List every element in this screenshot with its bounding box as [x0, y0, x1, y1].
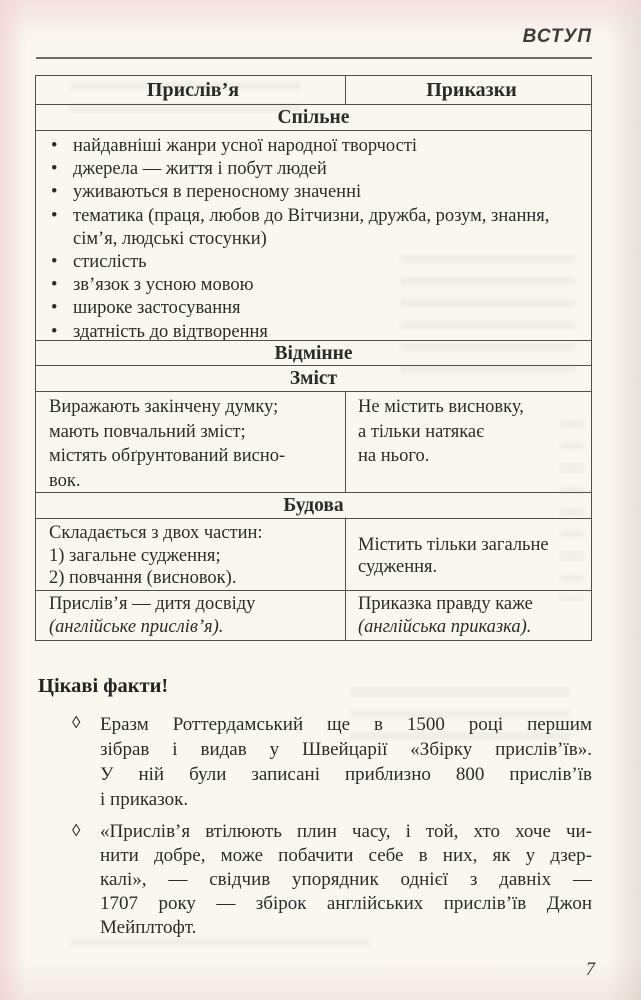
column-header-proverbs: Прислів’я — [36, 76, 346, 104]
fact-text-line: Еразм Роттердамський ще в 1500 році першим — [100, 714, 592, 735]
section-row-structure — [36, 492, 591, 518]
fact-text — [100, 820, 592, 940]
fact-text-line: 1707 року — збірок англійських прислів’їв Джон — [100, 893, 592, 914]
bullet-icon: • — [51, 252, 58, 273]
sayings-example-cell — [346, 591, 591, 640]
section-row-different — [36, 340, 591, 365]
example-text: Приказка правду каже — [358, 594, 533, 614]
proverbs-example-cell — [36, 591, 346, 640]
list-item-text: стислість — [73, 252, 147, 273]
cell-text-line: вок. — [49, 470, 81, 491]
proverbs-content-cell — [36, 392, 346, 492]
fact-text-line: калі», — свідчив упорядник однієї з давніх — — [100, 869, 592, 890]
facts-heading: Цікаві факти! — [38, 675, 169, 697]
proverbs-structure-cell — [36, 519, 346, 590]
bullet-icon: • — [51, 136, 58, 156]
comparison-table — [35, 75, 592, 641]
table-header-row — [36, 76, 591, 104]
diamond-bullet-icon: ◊ — [72, 821, 81, 840]
section-title-content: Зміст — [289, 368, 338, 389]
list-item — [49, 297, 585, 320]
section-row-content — [36, 365, 591, 391]
common-features-cell — [36, 130, 591, 340]
bullet-icon: • — [51, 205, 58, 226]
fact-text — [100, 712, 592, 812]
cell-text-line: Виражають закінчену думку; — [49, 397, 279, 417]
bullet-icon: • — [51, 159, 58, 180]
cell-text-line: 1) загальне судження; — [49, 545, 221, 566]
fact-text-line: У ній були записані приблизно 800 прислів’їв — [100, 764, 592, 785]
fact-text-line: нити добре, може побачити себе в них, як у дзер- — [100, 845, 592, 866]
cell-text-line: а тільки натякає — [358, 421, 485, 442]
header-rule — [36, 57, 592, 59]
diamond-bullet-icon: ◊ — [72, 713, 81, 732]
list-item — [49, 274, 585, 297]
section-title-structure: Будова — [283, 495, 344, 516]
content-comparison-row — [36, 391, 591, 492]
cell-text-line: містять обґрунтований висно- — [49, 446, 286, 466]
section-title-common: Спільне — [277, 107, 350, 128]
list-item-text: уживаються в переносному значенні — [73, 182, 362, 203]
cell-text-line: судження. — [358, 557, 438, 577]
example-row — [36, 590, 591, 640]
fact-item — [72, 712, 592, 812]
facts-list — [72, 712, 592, 940]
column-header-sayings: Приказки — [426, 79, 517, 101]
fact-item — [72, 820, 592, 940]
bullet-icon: • — [51, 321, 58, 340]
list-item-text: широке застосування — [73, 298, 241, 319]
fact-text-line: і приказок. — [100, 789, 189, 810]
example-text: Прислів’я — дитя досвіду — [49, 594, 256, 614]
cell-text-line: Складається з двох частин: — [49, 523, 263, 543]
fact-text-line: «Прислів’я втілюють плин часу, і той, хто хоче чи- — [100, 821, 592, 842]
fact-text-line: зібрав і видав у Швейцарії «Збірку прислів’їв». — [100, 739, 592, 760]
bullet-icon: • — [51, 298, 58, 319]
list-item — [49, 158, 585, 181]
bullet-icon: • — [51, 182, 58, 203]
structure-comparison-row — [36, 518, 591, 590]
list-item-text: зв’язок з усною мовою — [73, 275, 254, 296]
sayings-content-cell — [346, 392, 591, 492]
fact-text-line: Мейплтофт. — [100, 917, 197, 938]
page-number: 7 — [585, 960, 595, 980]
list-item-text: здатність до відтворення — [73, 321, 268, 340]
list-item-text: джерела — життя і побут людей — [73, 159, 327, 180]
cell-text-line: Містить тільки загальне — [358, 534, 549, 555]
bullet-icon: • — [51, 275, 58, 296]
example-note: (англійське прислів’я). — [49, 616, 224, 637]
example-note: (англійська приказка). — [358, 616, 532, 637]
list-item — [49, 205, 585, 251]
list-item-text: тематика (праця, любов до Вітчизни, дружба, розум, знання, сім’я, людські стосунки) — [73, 205, 550, 249]
section-row-common — [36, 104, 591, 130]
list-item — [49, 135, 585, 158]
list-item — [49, 321, 585, 340]
chapter-header: ВСТУП — [522, 26, 592, 47]
cell-text-line: 2) повчання (висновок). — [49, 568, 237, 588]
list-item — [49, 181, 585, 204]
cell-text-line: на нього. — [358, 446, 430, 466]
sayings-structure-cell — [346, 519, 591, 590]
cell-text-line: Не містить висновку, — [358, 397, 524, 417]
section-title-different: Відмінне — [274, 343, 353, 364]
list-item-text: найдавніші жанри усної народної творчості — [73, 136, 418, 156]
cell-text-line: мають повчальний зміст; — [49, 421, 246, 442]
list-item — [49, 251, 585, 274]
